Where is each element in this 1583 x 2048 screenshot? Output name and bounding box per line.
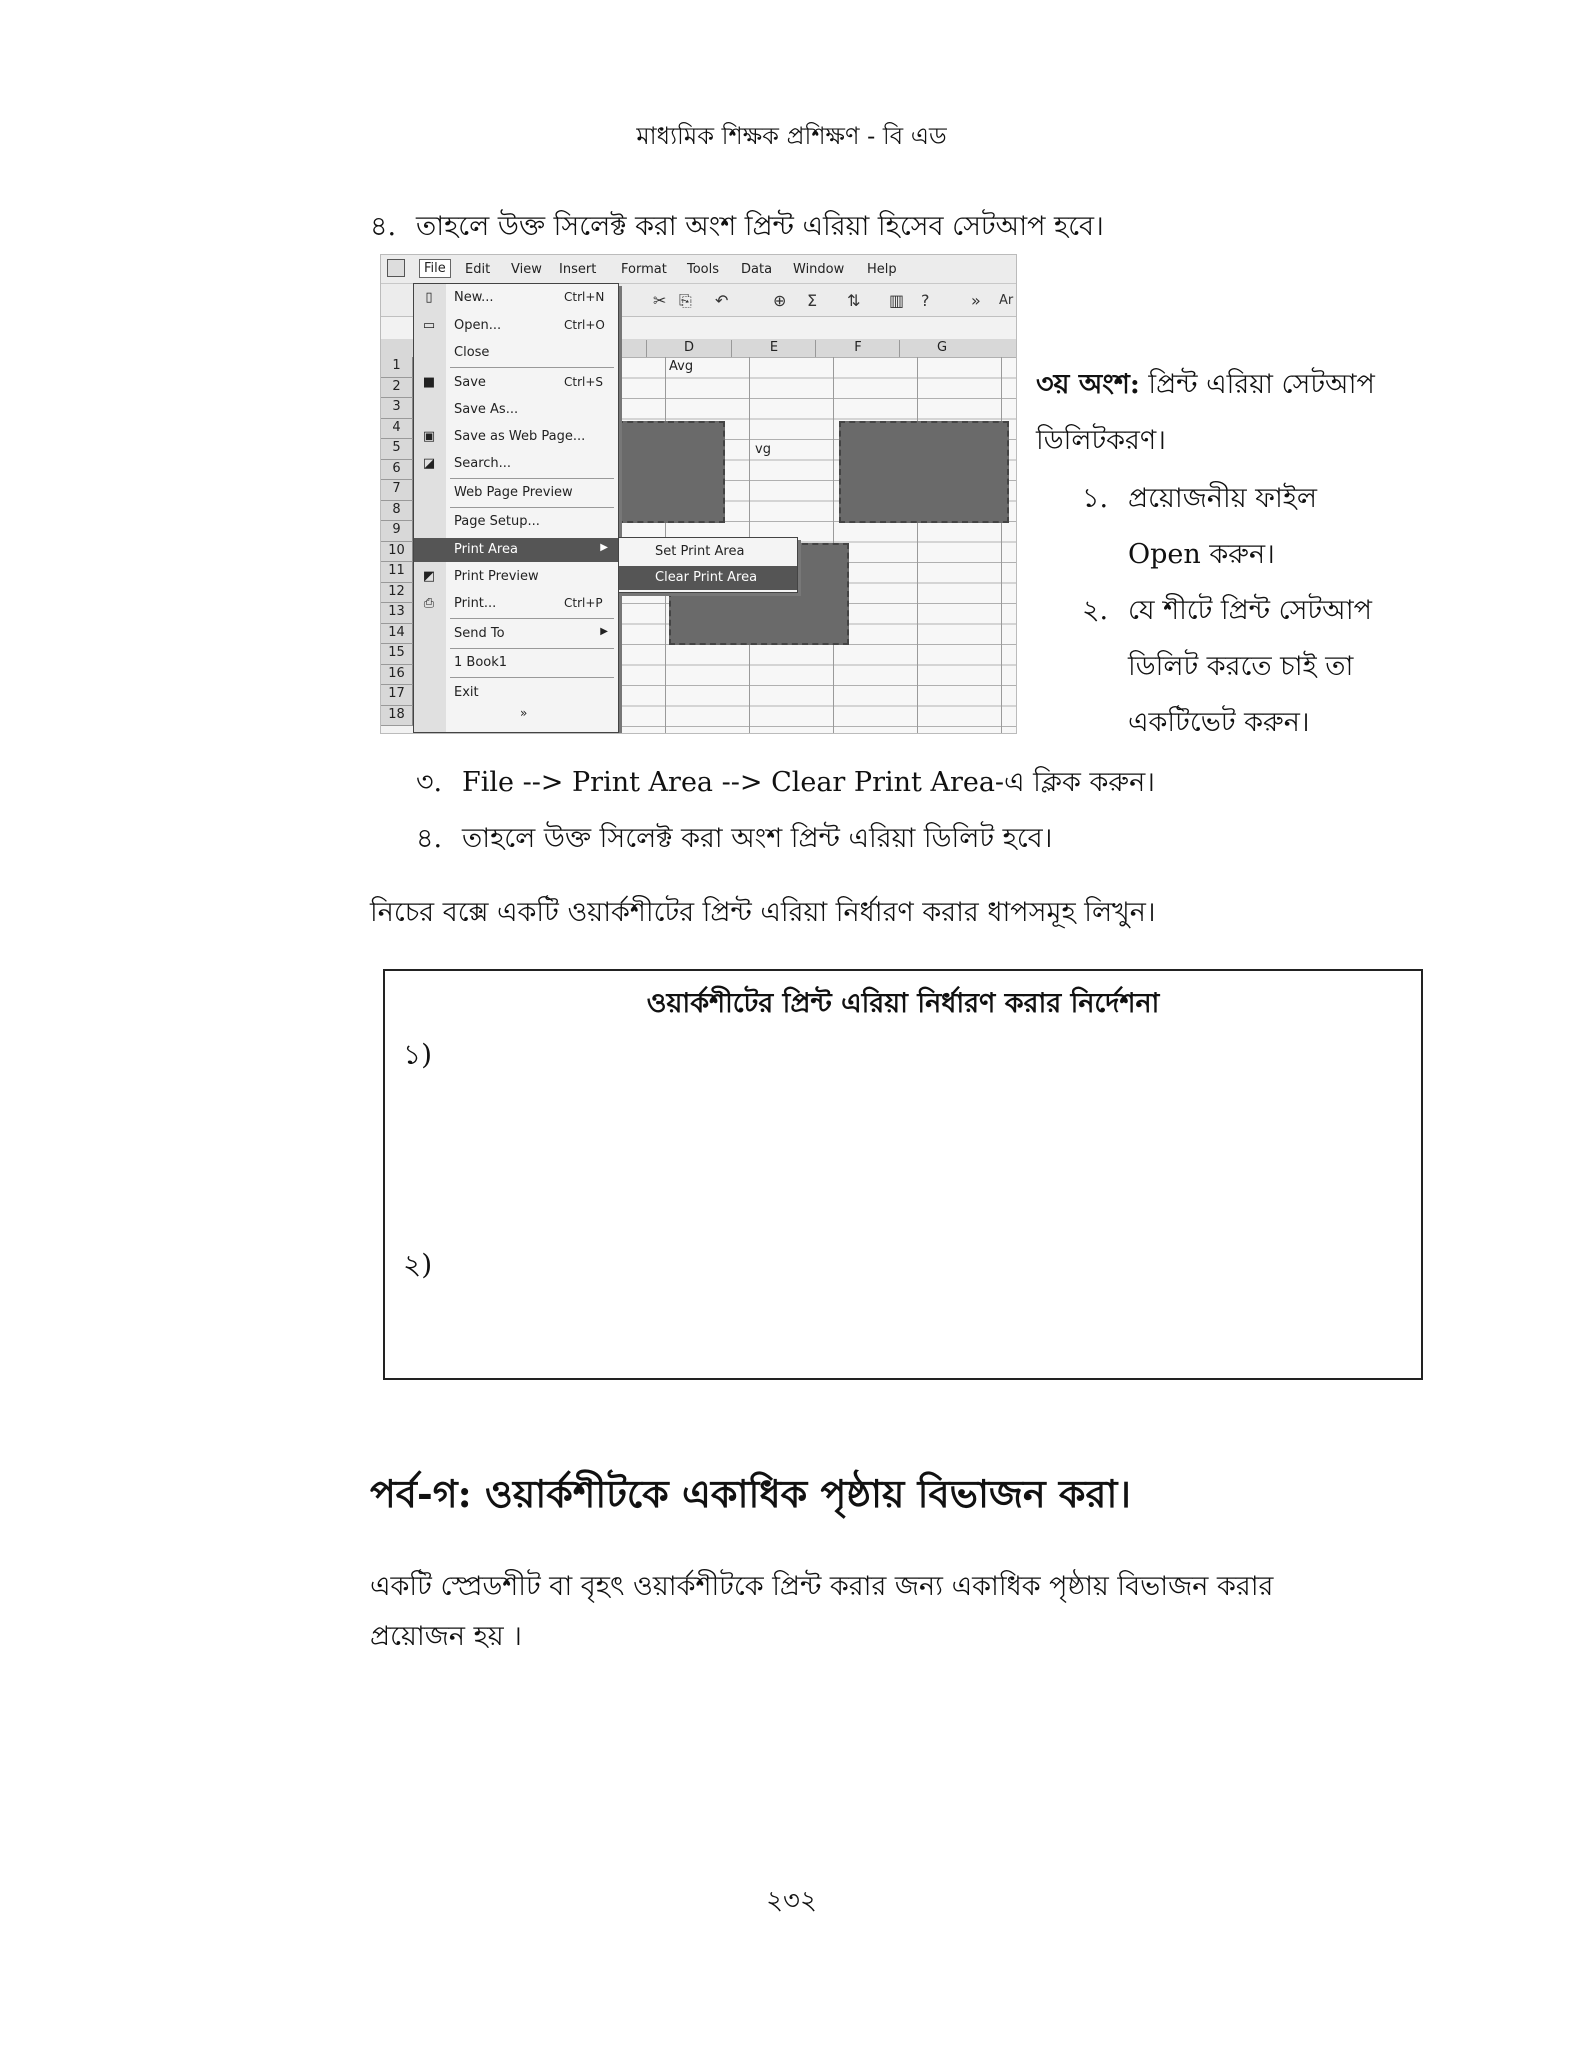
menu-item-save-as[interactable] (414, 398, 618, 422)
row-header[interactable]: 7 (381, 480, 413, 501)
answer-box (383, 969, 1423, 1380)
step-number: ১. (1082, 483, 1109, 514)
save-disk-icon: ■ (422, 375, 436, 390)
row-header[interactable]: 12 (381, 583, 413, 604)
submenu-item-label: Clear Print Area (655, 570, 758, 585)
menu-item-label: Search... (454, 456, 512, 471)
column-header[interactable]: D (646, 340, 731, 357)
row-header[interactable]: 9 (381, 521, 413, 542)
column-header[interactable]: F (815, 340, 900, 357)
step-text: তাহলে উক্ত সিলেক্ট করা অংশ প্রিন্ট এরিয়া হিসেব সেটআপ হবে। (416, 211, 1104, 242)
menu-item-label: Save As... (454, 402, 519, 417)
part3-title-text: প্রিন্ট এরিয়া সেটআপ (1148, 369, 1375, 400)
step-number: ৩. (416, 767, 443, 798)
menu-separator (450, 367, 614, 368)
submenu-item-set-print-area[interactable] (619, 540, 797, 564)
menu-bar (381, 255, 1016, 284)
menu-edit[interactable]: Edit (465, 262, 491, 277)
row-header[interactable]: 14 (381, 624, 413, 645)
menu-data[interactable]: Data (741, 262, 773, 277)
row-header[interactable]: 4 (381, 419, 413, 440)
menu-item-label: Print Preview (454, 569, 539, 584)
menu-item-send-to[interactable] (414, 622, 618, 646)
row-header[interactable]: 15 (381, 644, 413, 665)
menu-item-label: Open... (454, 318, 502, 333)
font-box[interactable]: Ar (999, 293, 1014, 308)
row-header[interactable]: 16 (381, 665, 413, 686)
page-number: ২৩২ (766, 1886, 817, 1916)
menu-item-label: Print... (454, 596, 497, 611)
step-number: ২. (1082, 595, 1109, 626)
step-text: File --> Print Area --> Clear Print Area-এ ক্লিক করুন। (462, 767, 1155, 798)
menu-item-label: Page Setup... (454, 514, 540, 529)
menu-item-recent-book1[interactable] (414, 651, 618, 675)
menu-item-shortcut: Ctrl+N (564, 290, 605, 304)
menu-item-print-preview[interactable] (414, 565, 618, 589)
menu-item-save[interactable] (414, 371, 618, 395)
menu-item-label: 1 Book1 (454, 655, 508, 670)
submenu-item-label: Set Print Area (655, 544, 745, 559)
step-text: তাহলে উক্ত সিলেক্ট করা অংশ প্রিন্ট এরিয়া ডিলিট হবে। (462, 823, 1053, 854)
part3-step1 (1082, 478, 1317, 523)
toolbar-options-icon[interactable]: » (971, 291, 981, 310)
paragraph-line-1: একটি স্প্রেডশীট বা বৃহৎ ওয়ার্কশীটকে প্রিন্ট করার জন্য একাধিক পৃষ্ঠায় বিভাজন করার (370, 1571, 1274, 1602)
menu-expand-button[interactable] (414, 704, 618, 728)
menu-item-label: Web Page Preview (454, 485, 573, 500)
menu-item-shortcut: Ctrl+P (564, 596, 603, 610)
menu-item-close[interactable] (414, 341, 618, 365)
menu-separator (450, 618, 614, 619)
part3-label: ৩য় অংশ: (1036, 369, 1140, 400)
row-header[interactable]: 3 (381, 398, 413, 419)
menu-separator (450, 507, 614, 508)
submenu-item-clear-print-area[interactable] (619, 566, 797, 590)
autosum-icon[interactable]: Σ (807, 291, 818, 310)
print-preview-icon: ◩ (422, 569, 436, 584)
menu-item-open[interactable] (414, 314, 618, 338)
menu-item-label: Save (454, 375, 486, 390)
search-icon: ◪ (422, 456, 436, 471)
menu-separator (450, 478, 614, 479)
excel-app-icon (387, 259, 405, 277)
part3-step2-line2: ডিলিট করতে চাই তা (1128, 651, 1354, 682)
submenu-arrow-icon: ▶ (600, 542, 608, 553)
menu-item-web-page-preview[interactable] (414, 481, 618, 505)
row-header[interactable]: 1 (381, 357, 413, 378)
excel-screenshot (380, 254, 1017, 734)
step-text: প্রয়োজনীয় ফাইল (1128, 483, 1317, 514)
answer-item-2: ২) (403, 1248, 433, 1281)
row-header[interactable]: 13 (381, 603, 413, 624)
menu-item-label: Close (454, 345, 490, 360)
menu-item-label: New... (454, 290, 494, 305)
row-header[interactable]: 2 (381, 378, 413, 399)
print-area-selection (617, 421, 725, 523)
chart-wizard-icon[interactable]: ▥ (889, 291, 905, 310)
copy-icon[interactable]: ⎘ (679, 291, 692, 310)
menu-insert[interactable]: Insert (559, 262, 597, 277)
menu-separator (450, 648, 614, 649)
section-heading: পর্ব-গ: ওয়ার্কশীটকে একাধিক পৃষ্ঠায় বিভাজন করা। (370, 1471, 1132, 1516)
paragraph-line-2: প্রয়োজন হয় । (370, 1621, 522, 1652)
printer-icon: ⎙ (423, 596, 435, 611)
instruction-text: নিচের বক্সে একটি ওয়ার্কশীটের প্রিন্ট এরিয়া নির্ধারণ করার ধাপসমূহ লিখুন। (370, 897, 1156, 928)
menu-format[interactable]: Format (621, 262, 667, 277)
menu-item-label: Print Area (454, 542, 518, 557)
step-number: ৪. (416, 823, 443, 854)
menu-help[interactable]: Help (867, 262, 897, 277)
menu-file[interactable]: File (419, 259, 451, 278)
step4-setup-line (370, 206, 1104, 251)
part3-title-line2: ডিলিটকরণ। (1036, 425, 1166, 456)
submenu-arrow-icon: ▶ (600, 626, 608, 637)
menu-item-label: Send To (454, 626, 505, 641)
part3-step2-line3: একটিভেট করুন। (1128, 707, 1310, 738)
print-area-selection (839, 421, 1009, 523)
menu-tools[interactable]: Tools (687, 262, 720, 277)
menu-separator (450, 677, 614, 678)
part3-step1-line2: Open করুন। (1128, 539, 1275, 570)
part3-step2 (1082, 590, 1372, 635)
menu-item-page-setup[interactable] (414, 510, 618, 534)
step-number: ৪. (370, 211, 397, 242)
menu-item-save-as-web-page[interactable] (414, 425, 618, 449)
menu-item-print-area[interactable] (414, 538, 618, 562)
row-header[interactable]: 6 (381, 460, 413, 481)
menu-item-new[interactable] (414, 286, 618, 310)
hyperlink-icon[interactable]: ⊕ (773, 291, 787, 310)
row-header[interactable]: 8 (381, 501, 413, 522)
open-folder-icon: ▭ (422, 318, 436, 333)
chevron-down-icon: » (520, 706, 528, 720)
cut-icon[interactable]: ✂ (653, 291, 667, 310)
row-header[interactable]: 11 (381, 562, 413, 583)
cell-value[interactable]: Avg (669, 359, 694, 374)
row-header[interactable]: 10 (381, 542, 413, 563)
menu-view[interactable]: View (511, 262, 542, 277)
step-text: যে শীটে প্রিন্ট সেটআপ (1128, 595, 1372, 626)
help-icon[interactable]: ? (921, 291, 930, 310)
menu-item-shortcut: Ctrl+S (564, 375, 604, 389)
print-area-submenu (618, 537, 798, 593)
row-header[interactable]: 5 (381, 439, 413, 460)
file-menu-dropdown (413, 283, 619, 733)
row-header[interactable]: 18 (381, 706, 413, 727)
answer-item-1: ১) (403, 1038, 433, 1071)
undo-icon[interactable]: ↶ (715, 291, 729, 310)
menu-item-label: Save as Web Page... (454, 429, 586, 444)
cell-value[interactable]: vg (755, 442, 771, 457)
column-header[interactable]: G (899, 340, 984, 357)
part3-title (1036, 364, 1375, 409)
sort-ascending-icon[interactable]: ⇅ (847, 291, 861, 310)
part3-step3 (416, 762, 1155, 807)
answer-box-title: ওয়ার্কশীটের প্রিন্ট এরিয়া নির্ধারণ করার নির্দেশনা (646, 988, 1160, 1019)
menu-window[interactable]: Window (793, 262, 845, 277)
web-page-icon: ▣ (422, 429, 436, 444)
menu-item-exit[interactable] (414, 681, 618, 705)
page-header: মাধ্যমিক শিক্ষক প্রশিক্ষণ - বি এড (636, 122, 947, 150)
menu-item-search[interactable] (414, 452, 618, 476)
menu-item-label: Exit (454, 685, 479, 700)
part3-step4 (416, 818, 1052, 863)
new-document-icon: ▯ (425, 290, 433, 305)
menu-item-shortcut: Ctrl+O (564, 318, 605, 332)
row-header[interactable]: 17 (381, 685, 413, 706)
column-header[interactable]: E (731, 340, 816, 357)
menu-item-print[interactable] (414, 592, 618, 616)
